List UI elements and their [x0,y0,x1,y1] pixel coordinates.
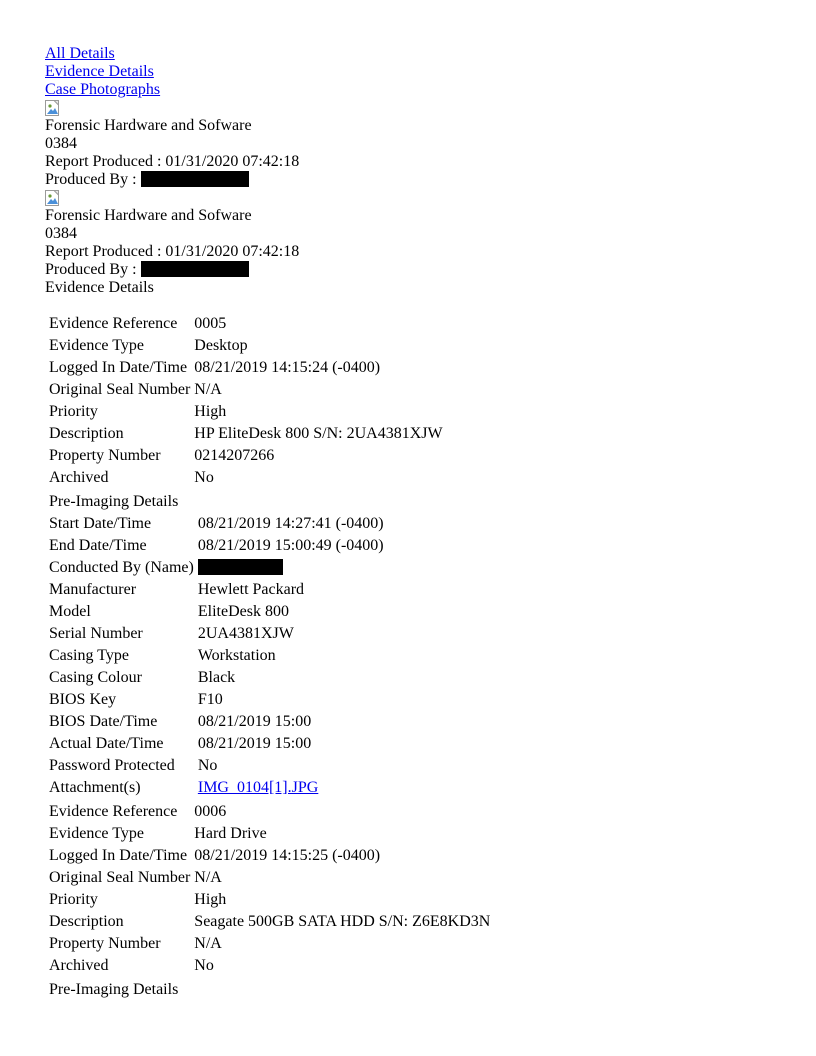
nav-link-case-photographs[interactable]: Case Photographs [45,81,161,98]
field-value: 0006 [194,803,227,820]
table-row [48,802,491,822]
table-row [48,778,385,798]
field-label: Description [49,425,124,442]
field-value: N/A [194,869,222,886]
field-value: Hewlett Packard [197,581,305,598]
table-row [48,846,491,866]
table-row [48,514,385,534]
field-label: Evidence Type [49,825,144,842]
produced-by-label: Produced By : [45,171,137,188]
field-label: End Date/Time [49,537,147,554]
broken-image-icon [45,190,61,206]
field-value: Seagate 500GB SATA HDD S/N: Z6E8KD3N [194,913,491,930]
table-row [48,468,444,488]
table-row [48,358,444,378]
field-value: 08/21/2019 14:27:41 (-0400) [197,515,384,532]
field-value: High [194,403,227,420]
table-row [48,602,385,622]
field-label: Evidence Reference [49,315,178,332]
field-value: No [197,757,218,774]
field-label: Logged In Date/Time [49,847,188,864]
field-value: High [194,891,227,908]
field-label: Casing Colour [49,669,142,686]
report-header-title: Forensic Hardware and Sofware [45,207,252,224]
report-header-title: Forensic Hardware and Sofware [45,117,252,134]
case-number: 0384 [45,225,77,242]
pre-imaging-title: Pre-Imaging Details [49,981,179,998]
field-value [197,558,385,578]
pre-imaging-table [46,978,181,1002]
field-label: Casing Type [49,647,129,664]
report-produced: Report Produced : 01/31/2020 07:42:18 [45,153,300,170]
field-value: 08/21/2019 15:00 [197,735,312,752]
table-row [48,934,491,954]
table-row [48,756,385,776]
field-label: Logged In Date/Time [49,359,188,376]
table-row [48,690,385,710]
table-row [48,734,385,754]
produced-by-label: Produced By : [45,261,137,278]
pre-imaging-table [46,490,387,800]
field-label: Manufacturer [49,581,137,598]
report-page [45,45,805,1002]
table-row [48,646,385,666]
table-row [48,558,385,578]
attachment-link[interactable]: IMG_0104[1].JPG [197,779,319,796]
pre-imaging-title: Pre-Imaging Details [49,493,179,510]
field-value: 08/21/2019 15:00 [197,713,312,730]
field-label: Property Number [49,935,161,952]
field-label: Priority [49,403,98,420]
table-row [48,424,444,444]
table-row [48,536,385,556]
field-label: Archived [49,957,109,974]
case-number: 0384 [45,135,77,152]
field-label: Evidence Type [49,337,144,354]
nav-link-all-details[interactable]: All Details [45,45,115,62]
table-row [48,868,491,888]
field-label: Start Date/Time [49,515,152,532]
table-row [48,380,444,400]
field-value: 08/21/2019 15:00:49 (-0400) [197,537,384,554]
produced-by [45,261,805,279]
evidence-table [46,312,446,490]
table-row [48,890,491,910]
field-value [197,778,385,798]
table-row [48,980,179,1000]
field-label: Original Seal Number [49,381,191,398]
table-row [48,712,385,732]
field-label: Description [49,913,124,930]
table-row [48,668,385,688]
field-label: Original Seal Number [49,869,191,886]
redaction-bar [198,559,283,575]
nav-link-evidence-details[interactable]: Evidence Details [45,63,154,80]
table-row [48,956,491,976]
field-label: Attachment(s) [49,779,141,796]
field-label: Actual Date/Time [49,735,164,752]
field-value: Hard Drive [194,825,267,842]
field-label: Conducted By (Name) [49,559,194,576]
field-value: 0214207266 [194,447,275,464]
field-value: N/A [194,381,222,398]
table-row [48,314,444,334]
field-label: BIOS Key [49,691,117,708]
field-value: 08/21/2019 14:15:24 (-0400) [194,359,381,376]
table-row [48,336,444,356]
report-produced: Report Produced : 01/31/2020 07:42:18 [45,243,300,260]
table-row [48,492,385,512]
field-label: Property Number [49,447,161,464]
redaction-bar [141,171,249,187]
table-row [48,912,491,932]
field-value: Workstation [197,647,276,664]
produced-by [45,171,805,189]
section-title: Evidence Details [45,279,154,296]
field-value: N/A [194,935,222,952]
field-label: Model [49,603,91,620]
field-label: Password Protected [49,757,175,774]
redaction-bar [141,261,249,277]
field-value: Desktop [194,337,248,354]
field-value: No [194,469,214,486]
table-row [48,446,444,466]
field-label: Evidence Reference [49,803,178,820]
field-value: 08/21/2019 14:15:25 (-0400) [194,847,381,864]
table-row [48,824,491,844]
field-label: Serial Number [49,625,143,642]
field-value: EliteDesk 800 [197,603,289,620]
table-row [48,402,444,422]
field-value: 0005 [194,315,227,332]
table-row [48,580,385,600]
field-value: Black [197,669,236,686]
field-value: F10 [197,691,223,708]
field-label: BIOS Date/Time [49,713,158,730]
field-value: 2UA4381XJW [197,625,294,642]
table-row [48,624,385,644]
field-value: HP EliteDesk 800 S/N: 2UA4381XJW [194,425,443,442]
field-label: Priority [49,891,98,908]
evidence-table [46,800,493,978]
field-value: No [194,957,214,974]
broken-image-icon [45,100,61,116]
field-label: Archived [49,469,109,486]
